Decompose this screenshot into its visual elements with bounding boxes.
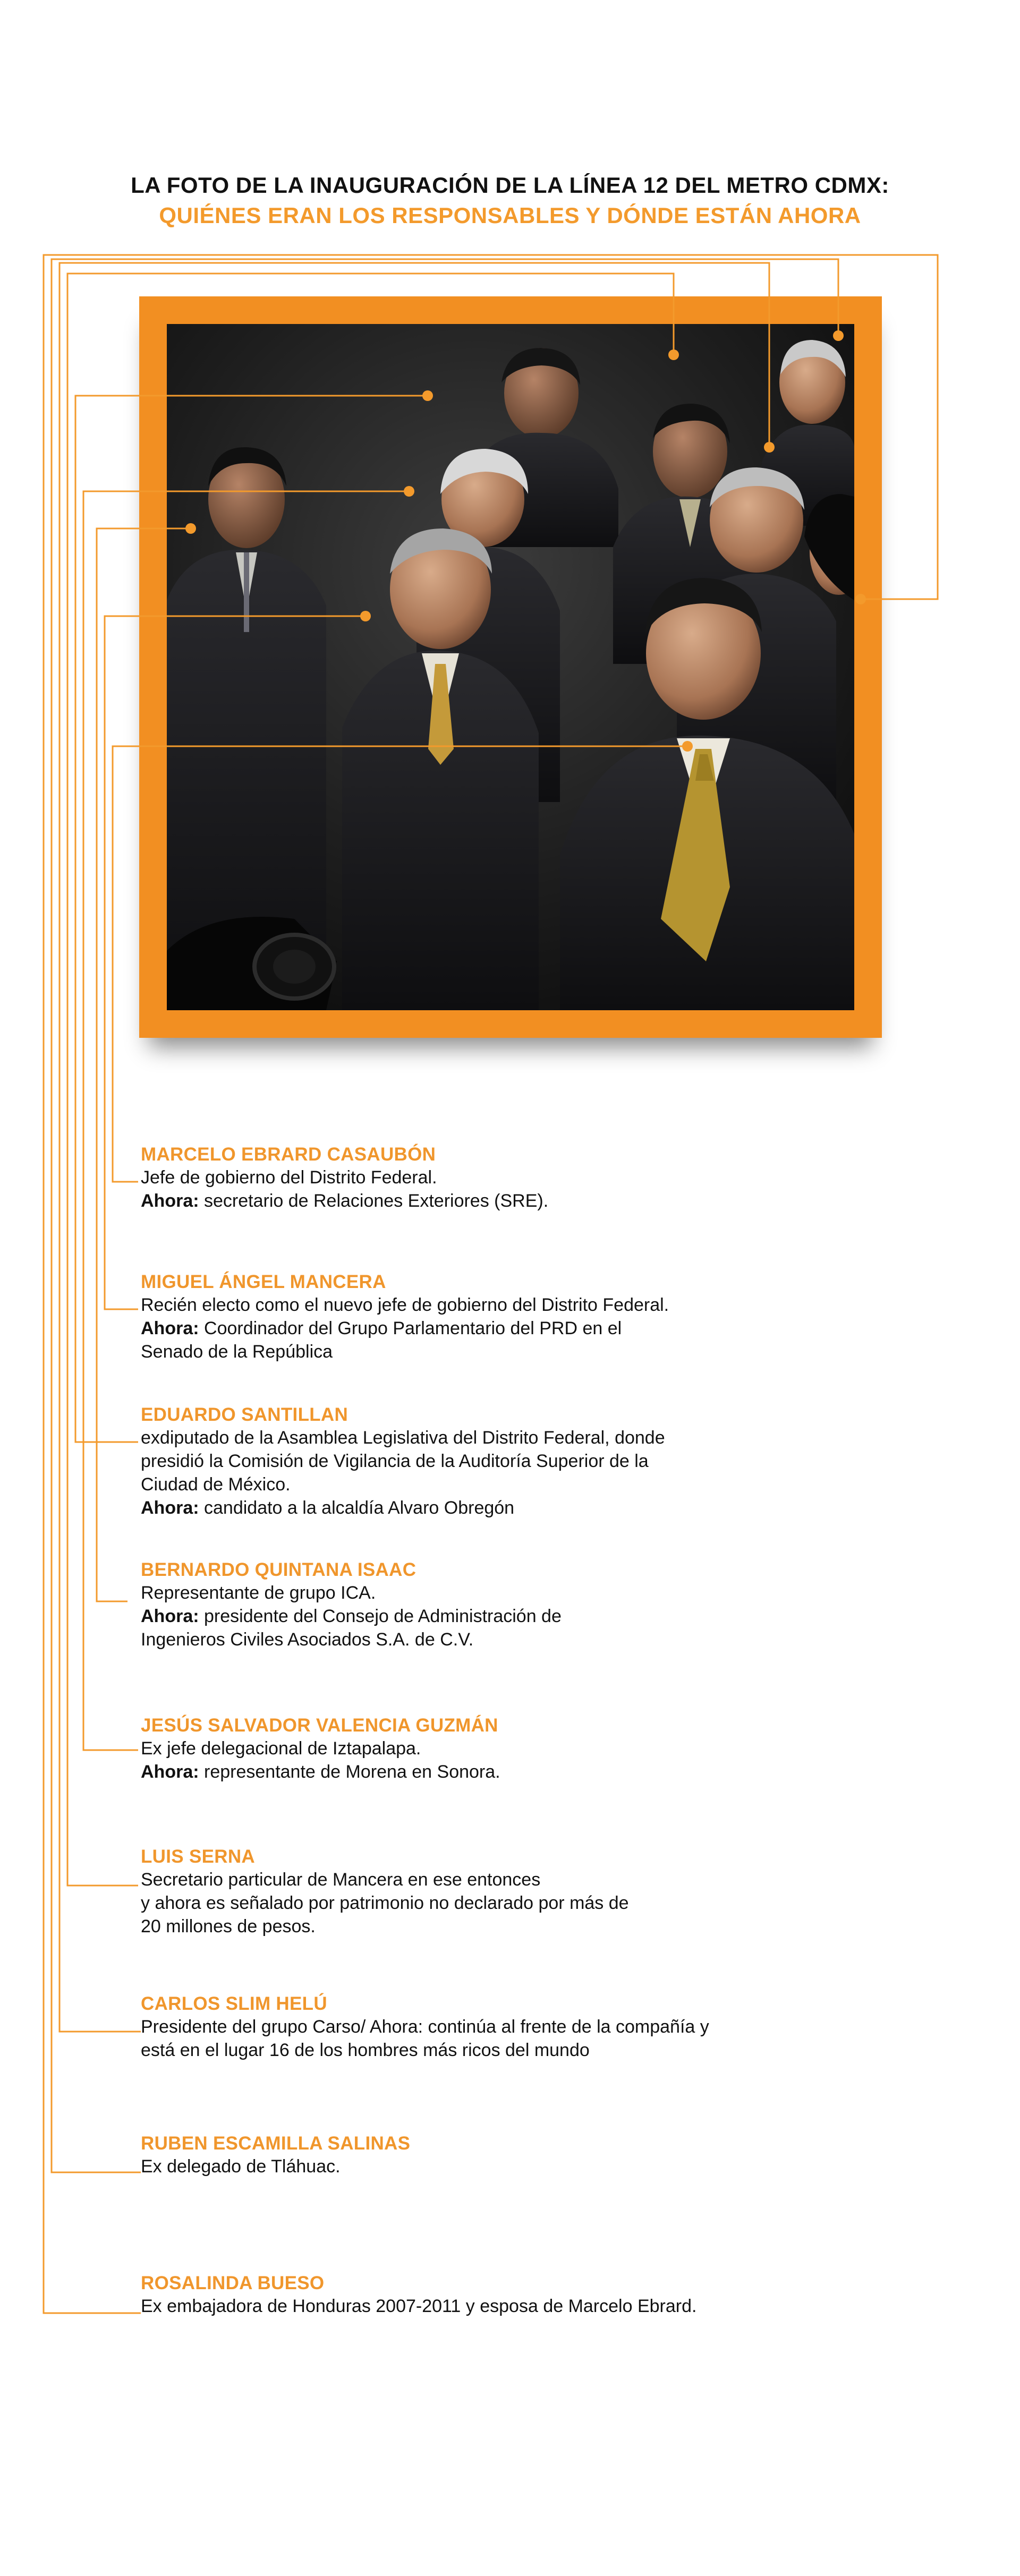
person-entry-santillan: [141, 1404, 805, 1520]
ahora-label: Ahora:: [141, 1318, 199, 1338]
ahora-label: Ahora:: [141, 1762, 199, 1782]
person-description: Secretario particular de Mancera en ese entonces: [141, 1870, 541, 1890]
photo-frame: [139, 296, 882, 1038]
person-description-cont: está en el lugar 16 de los hombres más ricos del mundo: [141, 2040, 590, 2060]
page-subtitle: QUIÉNES ERAN LOS RESPONSABLES Y DÓNDE ESTÁN AHORA: [159, 203, 861, 228]
ahora-text: representante de Morena en Sonora.: [204, 1762, 500, 1782]
person-description: exdiputado de la Asamblea Legislativa del Distrito Federal, donde: [141, 1428, 665, 1448]
person-current-role: [141, 1605, 805, 1628]
person-description-cont: 20 millones de pesos.: [141, 1916, 316, 1937]
person-name: LUIS SERNA: [141, 1846, 255, 1867]
ahora-label: Ahora:: [141, 1191, 199, 1211]
person-description-cont: presidió la Comisión de Vigilancia de la Auditoría Superior de la: [141, 1451, 649, 1471]
person-description-cont: Senado de la República: [141, 1342, 333, 1362]
person-description-cont: Ciudad de México.: [141, 1474, 291, 1495]
person-current-role: [141, 1317, 805, 1340]
person-description: Ex jefe delegacional de Iztapalapa.: [141, 1738, 421, 1759]
page-title: LA FOTO DE LA INAUGURACIÓN DE LA LÍNEA 12 DEL METRO CDMX:: [131, 173, 889, 198]
ahora-text: presidente del Consejo de Administración de: [204, 1606, 562, 1626]
person-entry-ebrard: [141, 1144, 805, 1213]
group-photo-illustration: [167, 324, 854, 1010]
person-name: MIGUEL ÁNGEL MANCERA: [141, 1272, 386, 1292]
group-photo: [167, 324, 854, 1010]
person-name: JESÚS SALVADOR VALENCIA GUZMÁN: [141, 1715, 498, 1736]
person-description: Presidente del grupo Carso/ Ahora: continúa al frente de la compañía y: [141, 2017, 709, 2037]
person-entry-slim: [141, 1993, 805, 2062]
ahora-label: Ahora:: [141, 1498, 199, 1518]
person-entry-quintana: [141, 1559, 805, 1651]
person-description: Jefe de gobierno del Distrito Federal.: [141, 1167, 437, 1188]
ahora-text: candidato a la alcaldía Alvaro Obregón: [204, 1498, 515, 1518]
person-name: RUBEN ESCAMILLA SALINAS: [141, 2133, 411, 2154]
person-current-role: [141, 1496, 805, 1520]
person-entry-mancera: [141, 1271, 805, 1363]
person-entry-escamilla: [141, 2133, 805, 2178]
person-entry-valencia: [141, 1715, 805, 1784]
person-name: CARLOS SLIM HELÚ: [141, 1993, 327, 2014]
person-name: MARCELO EBRARD CASAUBÓN: [141, 1144, 436, 1165]
person-description: Representante de grupo ICA.: [141, 1583, 376, 1603]
person-description-cont: Ingenieros Civiles Asociados S.A. de C.V.: [141, 1630, 474, 1650]
person-description: Ex delegado de Tláhuac.: [141, 2156, 341, 2177]
person-entry-bueso: [141, 2272, 805, 2318]
person-current-role: [141, 1760, 805, 1784]
person-name: EDUARDO SANTILLAN: [141, 1404, 348, 1425]
ahora-text: Coordinador del Grupo Parlamentario del PRD en el: [204, 1318, 622, 1338]
person-current-role: [141, 1189, 805, 1213]
person-description-cont: y ahora es señalado por patrimonio no declarado por más de: [141, 1893, 629, 1913]
ahora-text: secretario de Relaciones Exteriores (SRE).: [204, 1191, 549, 1211]
person-entry-serna: [141, 1846, 805, 1938]
ahora-label: Ahora:: [141, 1606, 199, 1626]
person-description: Recién electo como el nuevo jefe de gobierno del Distrito Federal.: [141, 1295, 669, 1315]
person-name: ROSALINDA BUESO: [141, 2273, 325, 2293]
person-name: BERNARDO QUINTANA ISAAC: [141, 1559, 416, 1580]
person-description: Ex embajadora de Honduras 2007-2011 y esposa de Marcelo Ebrard.: [141, 2296, 697, 2316]
